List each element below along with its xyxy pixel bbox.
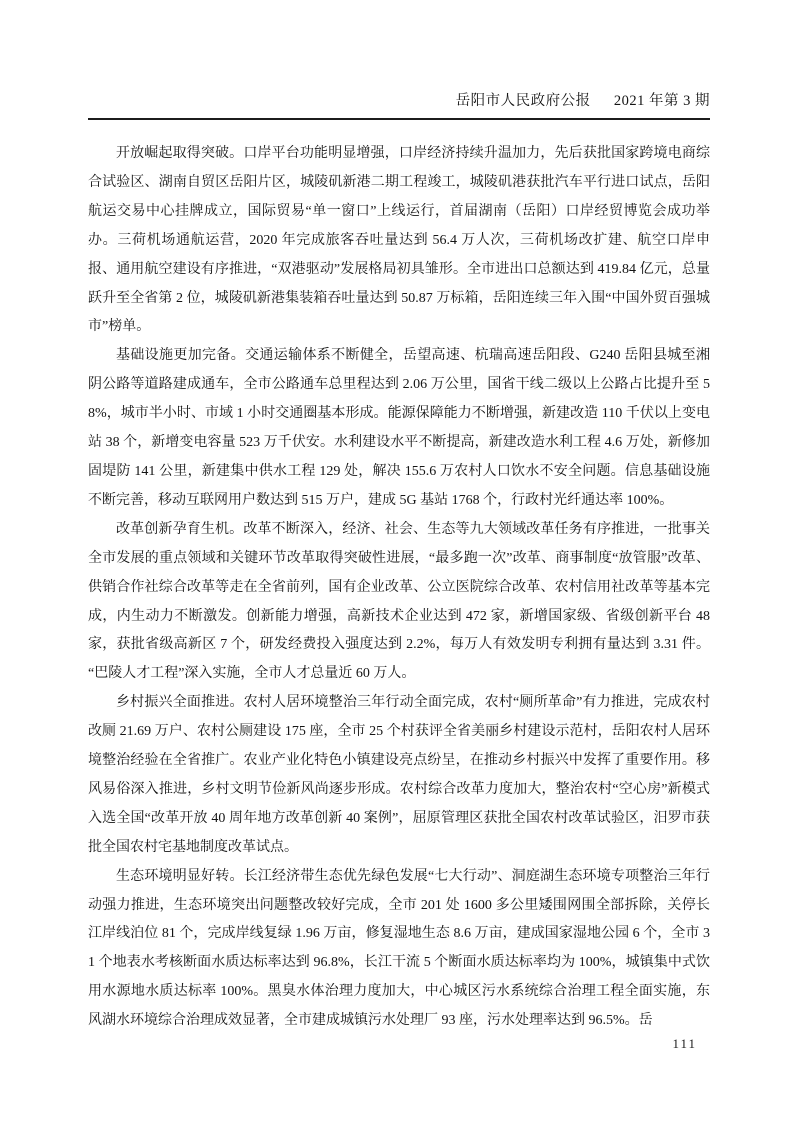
issue-label: 2021 年第 3 期 [613, 93, 710, 109]
paragraph-opening-breakthrough: 开放崛起取得突破。口岸平台功能明显增强，口岸经济持续升温加力，先后获批国家跨境电商综合试验区、湖南自贸区岳阳片区，城陵矶新港二期工程竣工，城陵矶港获批汽车平行进口试点，岳阳航运交易中心挂牌成立，国际贸易“单一窗口”上线运行，首届湖南（岳阳）口岸经贸博览会成功举办。三荷机场通航运营，2020 年完成旅客吞吐量达到 56.4 万人次，三荷机场改扩建、航空口岸申报、通用航空建设有序推进，“双港驱动”发展格局初具雏形。全市进出口总额达到 419.84 亿元，总量跃升至全省第 2 位，城陵矶新港集装箱吞吐量达到 50.87 万标箱，岳阳连续三年入围“中国外贸百强城市”榜单。 [88, 146, 710, 335]
paragraph-reform-innovation: 改革创新孕育生机。改革不断深入，经济、社会、生态等九大领域改革任务有序推进，一批事关全市发展的重点领域和关键环节改革取得突破性进展，“最多跑一次”改革、商事制度“放管服”改革、供销合作社综合改革等走在全省前列，国有企业改革、公立医院综合改革、农村信用社改革等基本完成，内生动力不断激发。创新能力增强，高新技术企业达到 472 家，新增国家级、省级创新平台 48 家，获批省级高新区 7 个，研发经费投入强度达到 2.2%，每万人有效发明专利拥有量达到 3.31 件。“巴陵人才工程”深入实施，全市人才总量近 60 万人。 [88, 521, 710, 682]
paragraph-infrastructure: 基础设施更加完备。交通运输体系不断健全，岳望高速、杭瑞高速岳阳段、G240 岳阳县城至湘阴公路等道路建成通车，全市公路通车总里程达到 2.06 万公里，国省干线二级以上公路占比提升至 58%，城市半小时、市域 1 小时交通圈基本形成。能源保障能力不断增强，新建改造 110 千伏以上变电站 38 个，新增变电容量 523 万千伏安。水利建设水平不断提高，新建改造水利工程 4.6 万处，新修加固堤防 141 公里，新建集中供水工程 129 处，解决 155.6 万农村人口饮水不安全问题。信息基础设施不断完善，移动互联网用户数达到 515 万户，建成 5G 基站 1768 个，行政村光纤通达率 100%。 [88, 348, 710, 508]
document-body [88, 140, 710, 1036]
paragraph-rural-revitalization: 乡村振兴全面推进。农村人居环境整治三年行动全面完成，农村“厕所革命”有力推进，完成农村改厕 21.69 万户、农村公厕建设 175 座，全市 25 个村获评全省美丽乡村建设示范村，岳阳农村人居环境整治经验在全省推广。农业产业化特色小镇建设亮点纷呈，在推动乡村振兴中发挥了重要作用。移风易俗深入推进，乡村文明节俭新风尚逐步形成。农村综合改革力度加大，整治农村“空心房”新模式入选全国“改革开放 40 周年地方改革创新 40 案例”，屈原管理区获批全国农村改革试验区，汨罗市获批全国农村宅基地制度改革试点。 [88, 695, 710, 855]
page-number: 111 [672, 1036, 697, 1051]
paragraph-ecological-environment: 生态环境明显好转。长江经济带生态优先绿色发展“七大行动”、洞庭湖生态环境专项整治三年行动强力推进，生态环境突出问题整改较好完成，全市 201 处 1600 多公里矮围网围全部拆除，关停长江岸线泊位 81 个，完成岸线复绿 1.96 万亩，修复湿地生态 8.6 万亩，建成国家湿地公园 6 个，全市 31 个地表水考核断面水质达标率达到 96.8%，长江干流 5 个断面水质达标率均为 100%，城镇集中式饮用水源地水质达标率 100%。黑臭水体治理力度加大，中心城区污水系统综合治理工程全面实施，东风湖水环境综合治理成效显著，全市建成城镇污水处理厂 93 座，污水处理率达到 96.5%。岳 [88, 868, 710, 1029]
page-header [88, 92, 710, 120]
publication-title: 岳阳市人民政府公报 [455, 93, 591, 109]
